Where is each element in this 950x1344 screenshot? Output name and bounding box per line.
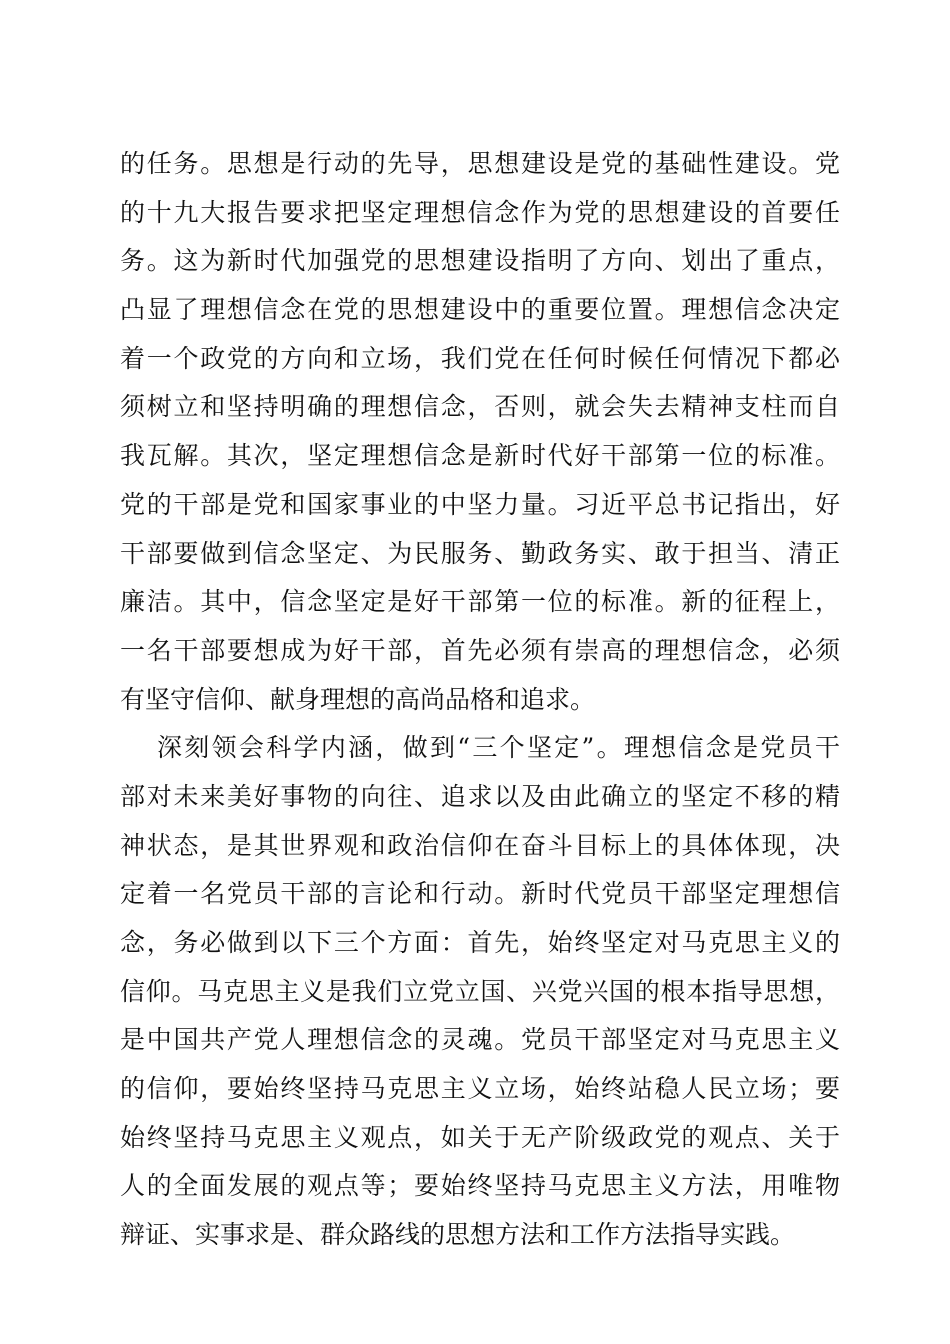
text-line: 须树立和坚持明确的理想信念，否则，就会失去精神支柱而自 [120, 392, 840, 422]
text-line: 神状态，是其世界观和政治信仰在奋斗目标上的具体体现，决 [120, 830, 840, 860]
text-line: 念，务必做到以下三个方面：首先，始终坚定对马克思主义的 [120, 928, 840, 957]
text-line: 干部要做到信念坚定、为民服务、勤政务实、敢于担当、清正 [120, 538, 840, 568]
text-line: 凸显了理想信念在党的思想建设中的重要位置。理想信念决定 [120, 295, 840, 325]
text-line: 信仰。马克思主义是我们立党立国、兴党兴国的根本指导思想， [120, 976, 840, 1006]
text-line: 是中国共产党人理想信念的灵魂。党员干部坚定对马克思主义 [120, 1025, 840, 1055]
text-line: 的信仰，要始终坚持马克思主义立场，始终站稳人民立场；要 [120, 1074, 840, 1104]
text-line: 务。这为新时代加强党的思想建设指明了方向、划出了重点， [120, 246, 840, 276]
text-line: 的任务。思想是行动的先导，思想建设是党的基础性建设。党 [120, 149, 840, 178]
text-line: 深刻领会科学内涵，做到“三个坚定”。理想信念是党员干 [157, 733, 840, 763]
text-line: 定着一名党员干部的言论和行动。新时代党员干部坚定理想信 [120, 879, 840, 909]
body-text [120, 140, 840, 1260]
text-line: 的十九大报告要求把坚定理想信念作为党的思想建设的首要任 [120, 197, 840, 227]
text-line: 一名干部要想成为好干部，首先必须有崇高的理想信念，必须 [120, 635, 840, 665]
text-line: 人的全面发展的观点等；要始终坚持马克思主义方法，用唯物 [120, 1171, 840, 1201]
text-line: 有坚守信仰、献身理想的高尚品格和追求。 [120, 684, 596, 714]
text-line: 我瓦解。其次，坚定理想信念是新时代好干部第一位的标准。 [120, 441, 840, 471]
paragraph-1 [120, 140, 840, 724]
text-line: 辩证、实事求是、群众路线的思想方法和工作方法指导实践。 [120, 1220, 796, 1250]
paragraph-2 [120, 724, 840, 1260]
text-line: 始终坚持马克思主义观点，如关于无产阶级政党的观点、关于 [120, 1122, 840, 1152]
text-line: 部对未来美好事物的向往、追求以及由此确立的坚定不移的精 [120, 781, 840, 811]
text-line: 廉洁。其中，信念坚定是好干部第一位的标准。新的征程上， [120, 587, 840, 617]
text-line: 着一个政党的方向和立场，我们党在任何时候任何情况下都必 [120, 343, 840, 373]
text-line: 党的干部是党和国家事业的中坚力量。习近平总书记指出，好 [120, 489, 840, 519]
